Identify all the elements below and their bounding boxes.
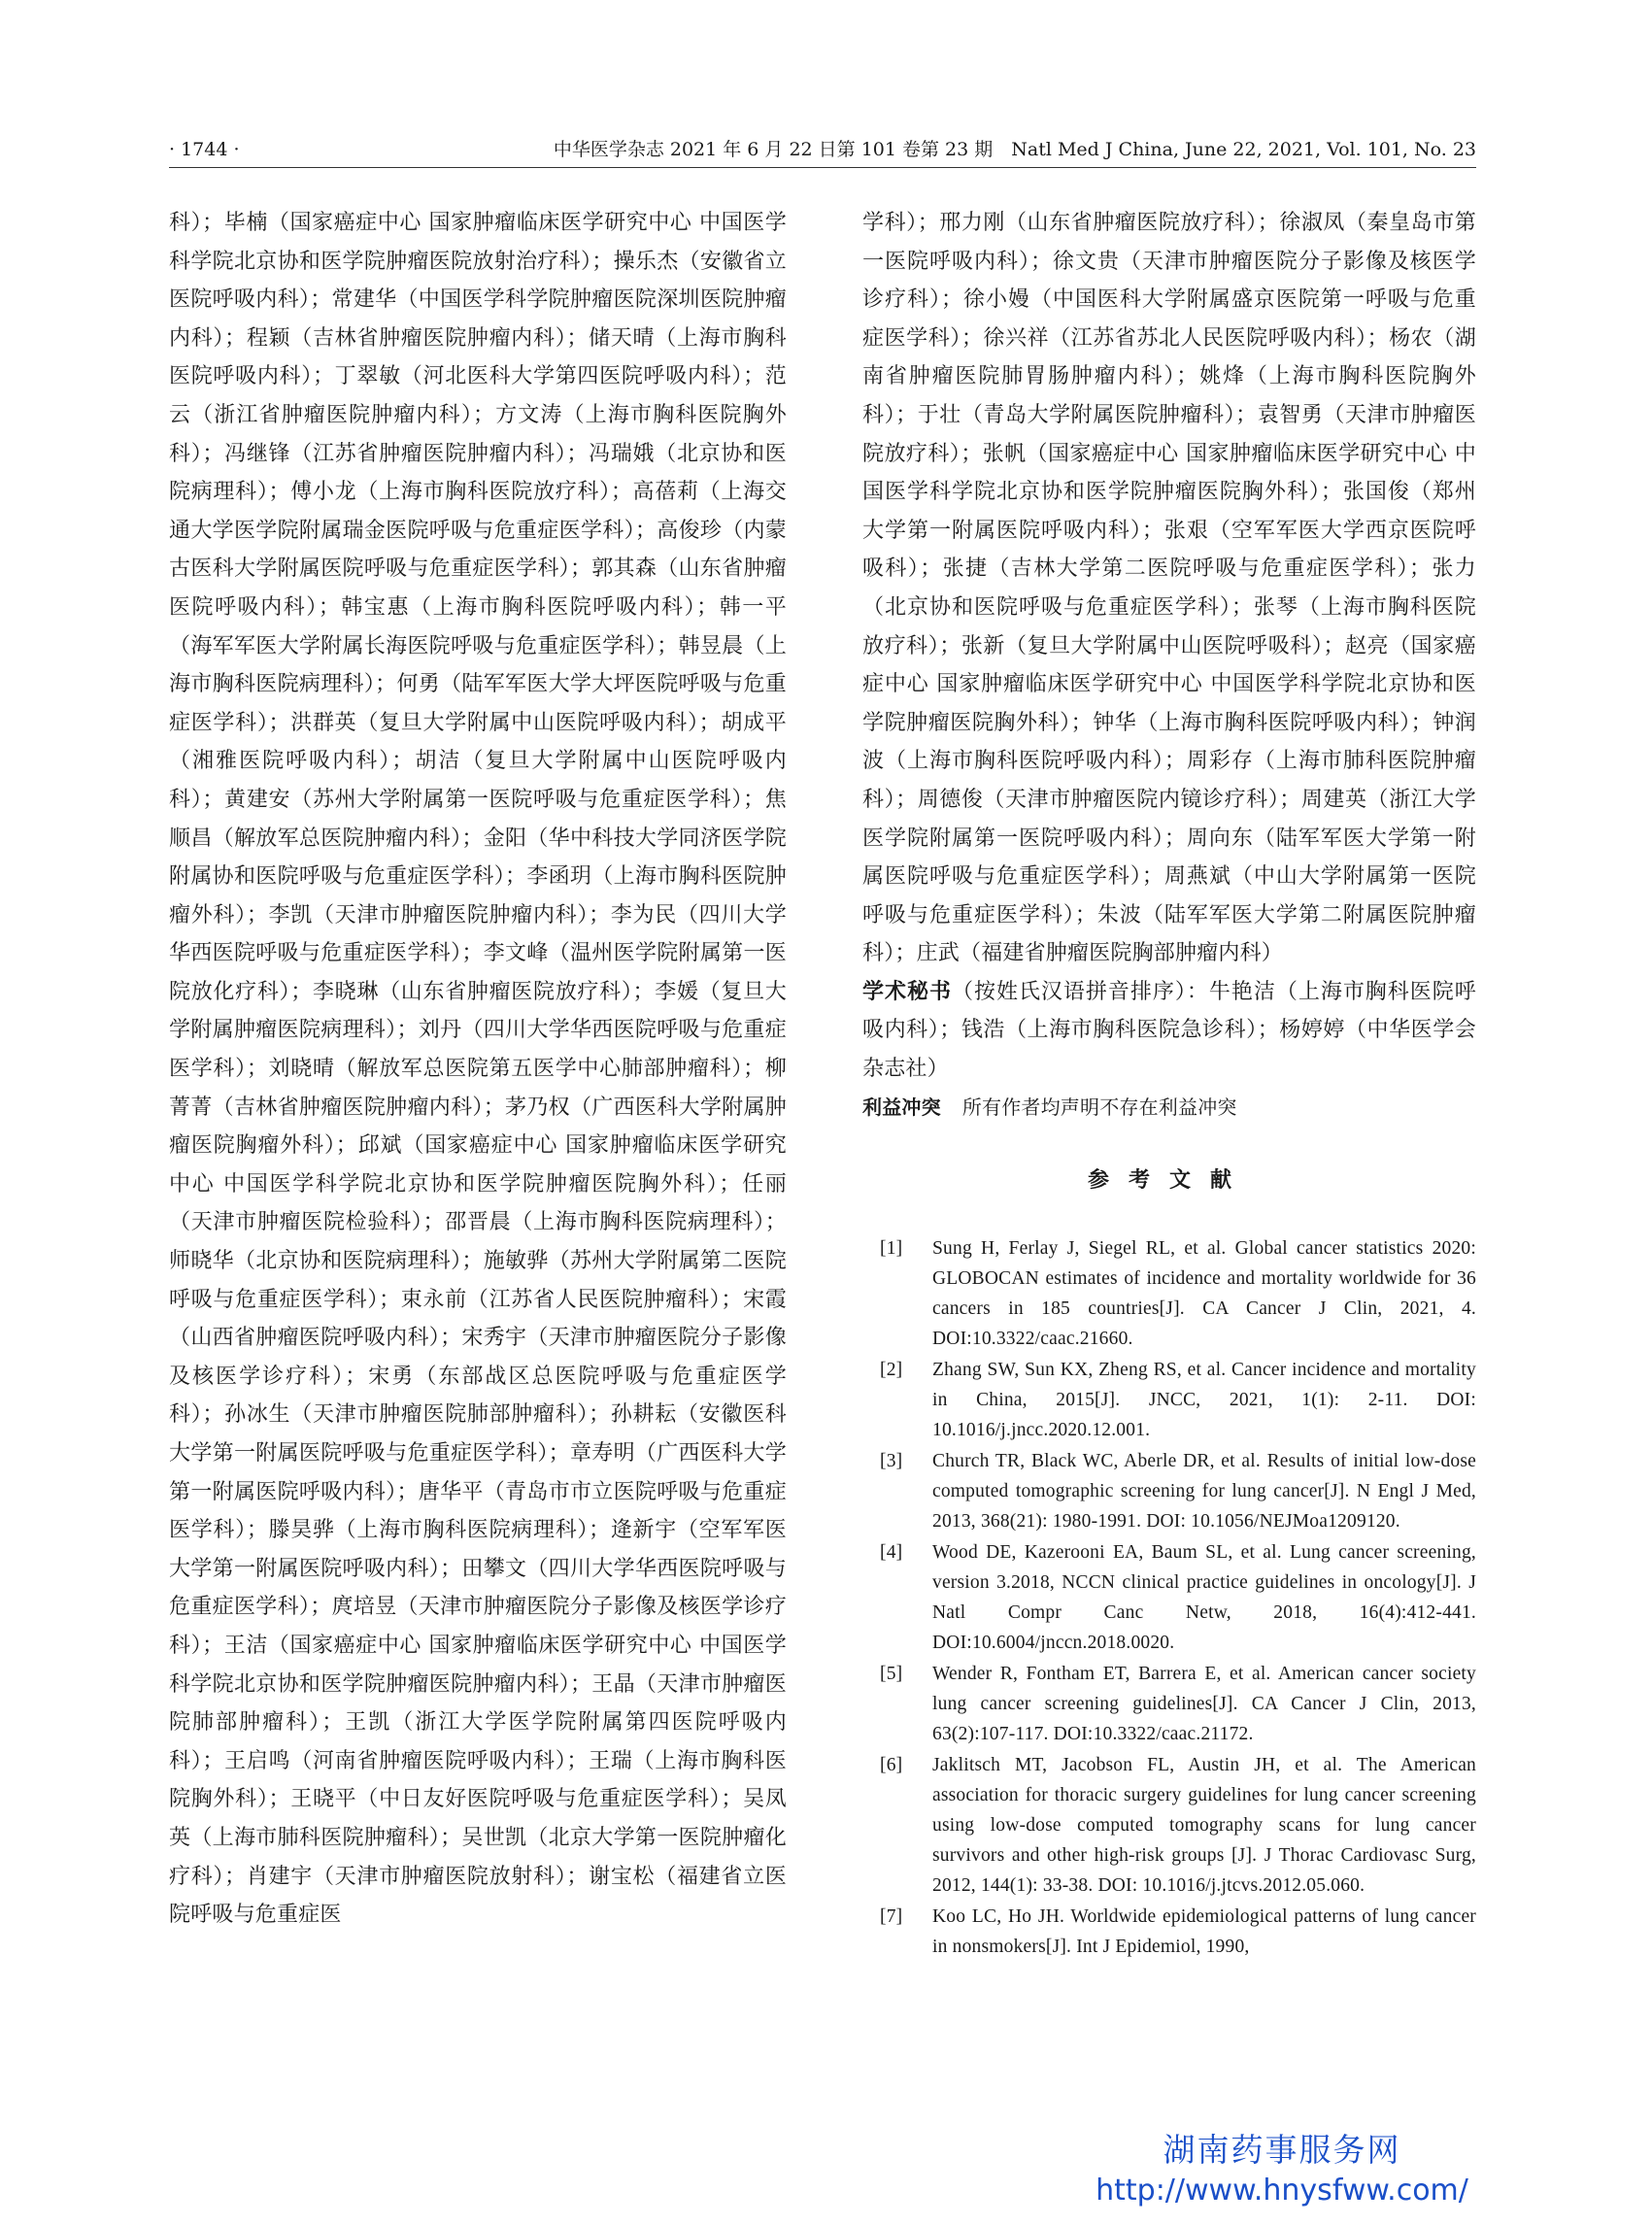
- contributor-list-left: 科）；毕楠（国家癌症中心 国家肿瘤临床医学研究中心 中国医学科学院北京协和医学院肿瘤医院放射治疗科）；操乐杰（安徽省立医院呼吸内科）；常建华（中国医学科学院肿瘤医院深圳医院肿瘤内科）；程颖（吉林省肿瘤医院肿瘤内科）；储天晴（上海市胸科医院呼吸内科）；丁翠敏（河北医科大学第四医院呼吸内科）；范云（浙江省肿瘤医院肿瘤内科）；方文涛（上海市胸科医院胸外科）；冯继锋（江苏省肿瘤医院肿瘤内科）；冯瑞娥（北京协和医院病理科）；傅小龙（上海市胸科医院放疗科）；高蓓莉（上海交通大学医学院附属瑞金医院呼吸与危重症医学科）；高俊珍（内蒙古医科大学附属医院呼吸与危重症医学科）；郭其森（山东省肿瘤医院呼吸内科）；韩宝惠（上海市胸科医院呼吸内科）；韩一平（海军军医大学附属长海医院呼吸与危重症医学科）；韩昱晨（上海市胸科医院病理科）；何勇（陆军军医大学大坪医院呼吸与危重症医学科）；洪群英（复旦大学附属中山医院呼吸内科）；胡成平（湘雅医院呼吸内科）；胡洁（复旦大学附属中山医院呼吸内科）；黄建安（苏州大学附属第一医院呼吸与危重症医学科）；焦顺昌（解放军总医院肿瘤内科）；金阳（华中科技大学同济医学院附属协和医院呼吸与危重症医学科）；李函玥（上海市胸科医院肿瘤外科）；李凯（天津市肿瘤医院肿瘤内科）；李为民（四川大学华西医院呼吸与危重症医学科）；李文峰（温州医学院附属第一医院放化疗科）；李晓琳（山东省肿瘤医院放疗科）；李媛（复旦大学附属肿瘤医院病理科）；刘丹（四川大学华西医院呼吸与危重症医学科）；刘晓晴（解放军总医院第五医学中心肺部肿瘤科）；柳菁菁（吉林省肿瘤医院肿瘤内科）；茅乃权（广西医科大学附属肿瘤医院胸瘤外科）；邱斌（国家癌症中心 国家肿瘤临床医学研究中心 中国医学科学院北京协和医学院肿瘤医院胸外科）；任丽（天津市肿瘤医院检验科）；邵晋晨（上海市胸科医院病理科）；师晓华（北京协和医院病理科）；施敏骅（苏州大学附属第二医院呼吸与危重症医学科）；束永前（江苏省人民医院肿瘤科）；宋霞（山西省肿瘤医院呼吸内科）；宋秀宇（天津市肿瘤医院分子影像及核医学诊疗科）；宋勇（东部战区总医院呼吸与危重症医学科）；孙冰生（天津市肿瘤医院肺部肿瘤科）；孙耕耘（安徽医科大学第一附属医院呼吸与危重症医学科）；章寿明（广西医科大学第一附属医院呼吸内科）；唐华平（青岛市市立医院呼吸与危重症医学科）；滕昊骅（上海市胸科医院病理科）；逄新宇（空军军医大学第一附属医院呼吸内科）；田攀文（四川大学华西医院呼吸与危重症医学科）；庹培昱（天津市肿瘤医院分子影像及核医学诊疗科）；王洁（国家癌症中心 国家肿瘤临床医学研究中心 中国医学科学院北京协和医学院肿瘤医院肿瘤内科）；王晶（天津市肿瘤医院肺部肿瘤科）；王凯（浙江大学医学院附属第四医院呼吸内科）；王启鸣（河南省肿瘤医院呼吸内科）；王瑞（上海市胸科医院胸外科）；王晓平（中日友好医院呼吸与危重症医学科）；吴凤英（上海市肺科医院肿瘤科）；吴世凯（北京大学第一医院肿瘤化疗科）；肖建宇（天津市肿瘤医院放射科）；谢宝松（福建省立医院呼吸与危重症医: [169, 211, 787, 1928]
- reference-item: [862, 1902, 1476, 1962]
- header-rule: [169, 167, 1476, 168]
- reference-text: Church TR, Black WC, Aberle DR, et al. Results of initial low-dose computed tomographic screening for lung cancer[J]. N Engl J Med, 2013, 368(21): 1980-1991. DOI: 10.1056/NEJMoa1209120.: [932, 1450, 1476, 1532]
- reference-number: [2]: [880, 1359, 903, 1380]
- reference-number: [7]: [880, 1905, 903, 1927]
- reference-item: [862, 1355, 1476, 1445]
- academic-secretary-text: （按姓氏汉语拼音排序）：牛艳洁（上海市胸科医院呼吸内科）；钱浩（上海市胸科医院急诊科）；杨婷婷（中华医学会杂志社）: [862, 979, 1476, 1082]
- reference-number: [6]: [880, 1754, 903, 1775]
- references-title: 参考文献: [1087, 1167, 1251, 1194]
- reference-text: Zhang SW, Sun KX, Zheng RS, et al. Cancer incidence and mortality in China, 2015[J]. JNCC, 2021, 1(1): 2-11. DOI: 10.1016/j.jncc.2020.12.001.: [932, 1359, 1476, 1440]
- reference-text: Jaklitsch MT, Jacobson FL, Austin JH, et al. The American association for thoracic surgery guidelines for lung cancer screening using low-dose computed tomography scans for lung cancer survivors and other high-risk groups [J]. J Thorac Cardiovasc Surg, 2012, 144(1): 33-38. DOI: 10.1016/j.jtcvs.2012.05.060.: [932, 1754, 1476, 1896]
- reference-number: [5]: [880, 1663, 903, 1684]
- coi-label: 利益冲突: [862, 1095, 941, 1119]
- left-column: [169, 204, 787, 1935]
- reference-item: [862, 1446, 1476, 1536]
- page-number: · 1744 ·: [169, 139, 240, 160]
- coi-text: 所有作者均声明不存在利益冲突: [961, 1095, 1237, 1119]
- reference-text: Wender R, Fontham ET, Barrera E, et al. American cancer society lung cancer screening guidelines[J]. CA Cancer J Clin, 2013, 63(2):107-117. DOI:10.3322/caac.21172.: [932, 1663, 1476, 1744]
- site-watermark: [1088, 2129, 1476, 2210]
- watermark-url[interactable]: http://www.hnysfww.com/: [1096, 2174, 1468, 2208]
- reference-item: [862, 1750, 1476, 1901]
- academic-secretary-label: 学术秘书: [862, 978, 952, 1004]
- conflict-of-interest: [862, 1089, 1476, 1128]
- reference-list: [862, 1233, 1476, 1962]
- reference-text: Wood DE, Kazerooni EA, Baum SL, et al. Lung cancer screening, version 3.2018, NCCN clinical practice guidelines in oncology[J]. J Natl Compr Canc Netw, 2018, 16(4):412-441. DOI:10.6004/jnccn.2018.0020.: [932, 1541, 1476, 1653]
- page-header: [169, 132, 1476, 167]
- journal-citation: 中华医学杂志 2021 年 6 月 22 日第 101 卷第 23 期 Natl Med J China, June 22, 2021, Vol. 101, No. 23: [553, 139, 1476, 160]
- reference-item: [862, 1659, 1476, 1749]
- reference-text: Sung H, Ferlay J, Siegel RL, et al. Global cancer statistics 2020: GLOBOCAN estimates of incidence and mortality worldwide for 36 cancers in 185 countries[J]. CA Cancer J Clin, 2021, 4. DOI:10.3322/caac.21660.: [932, 1237, 1476, 1349]
- right-column: [862, 204, 1476, 1963]
- reference-number: [4]: [880, 1541, 903, 1563]
- reference-item: [862, 1537, 1476, 1658]
- reference-text: Koo LC, Ho JH. Worldwide epidemiological patterns of lung cancer in nonsmokers[J]. Int J Epidemiol, 1990,: [932, 1905, 1476, 1957]
- reference-item: [862, 1233, 1476, 1354]
- academic-secretary: [862, 973, 1476, 1089]
- watermark-site-name: 湖南药事服务网: [1163, 2131, 1401, 2169]
- reference-number: [1]: [880, 1237, 903, 1259]
- contributor-list-right: 学科）；邢力刚（山东省肿瘤医院放疗科）；徐淑凤（秦皇岛市第一医院呼吸内科）；徐文贵（天津市肿瘤医院分子影像及核医学诊疗科）；徐小嫚（中国医科大学附属盛京医院第一呼吸与危重症医学科）；徐兴祥（江苏省苏北人民医院呼吸内科）；杨农（湖南省肿瘤医院肺胃肠肿瘤内科）；姚烽（上海市胸科医院胸外科）；于壮（青岛大学附属医院肿瘤科）；袁智勇（天津市肿瘤医院放疗科）；张帆（国家癌症中心 国家肿瘤临床医学研究中心 中国医学科学院北京协和医学院肿瘤医院胸外科）；张国俊（郑州大学第一附属医院呼吸内科）；张艰（空军军医大学西京医院呼吸科）；张捷（吉林大学第二医院呼吸与危重症医学科）；张力（北京协和医院呼吸与危重症医学科）；张琴（上海市胸科医院放疗科）；张新（复旦大学附属中山医院呼吸科）；赵亮（国家癌症中心 国家肿瘤临床医学研究中心 中国医学科学院北京协和医学院肿瘤医院胸外科）；钟华（上海市胸科医院呼吸内科）；钟润波（上海市胸科医院呼吸内科）；周彩存（上海市肺科医院肿瘤科）；周德俊（天津市肿瘤医院内镜诊疗科）；周建英（浙江大学医学院附属第一医院呼吸内科）；周向东（陆军军医大学第一附属医院呼吸与危重症医学科）；周燕斌（中山大学附属第一医院呼吸与危重症医学科）；朱波（陆军军医大学第二附属医院肿瘤科）；庄武（福建省肿瘤医院胸部肿瘤内科）: [862, 211, 1476, 966]
- reference-number: [3]: [880, 1450, 903, 1471]
